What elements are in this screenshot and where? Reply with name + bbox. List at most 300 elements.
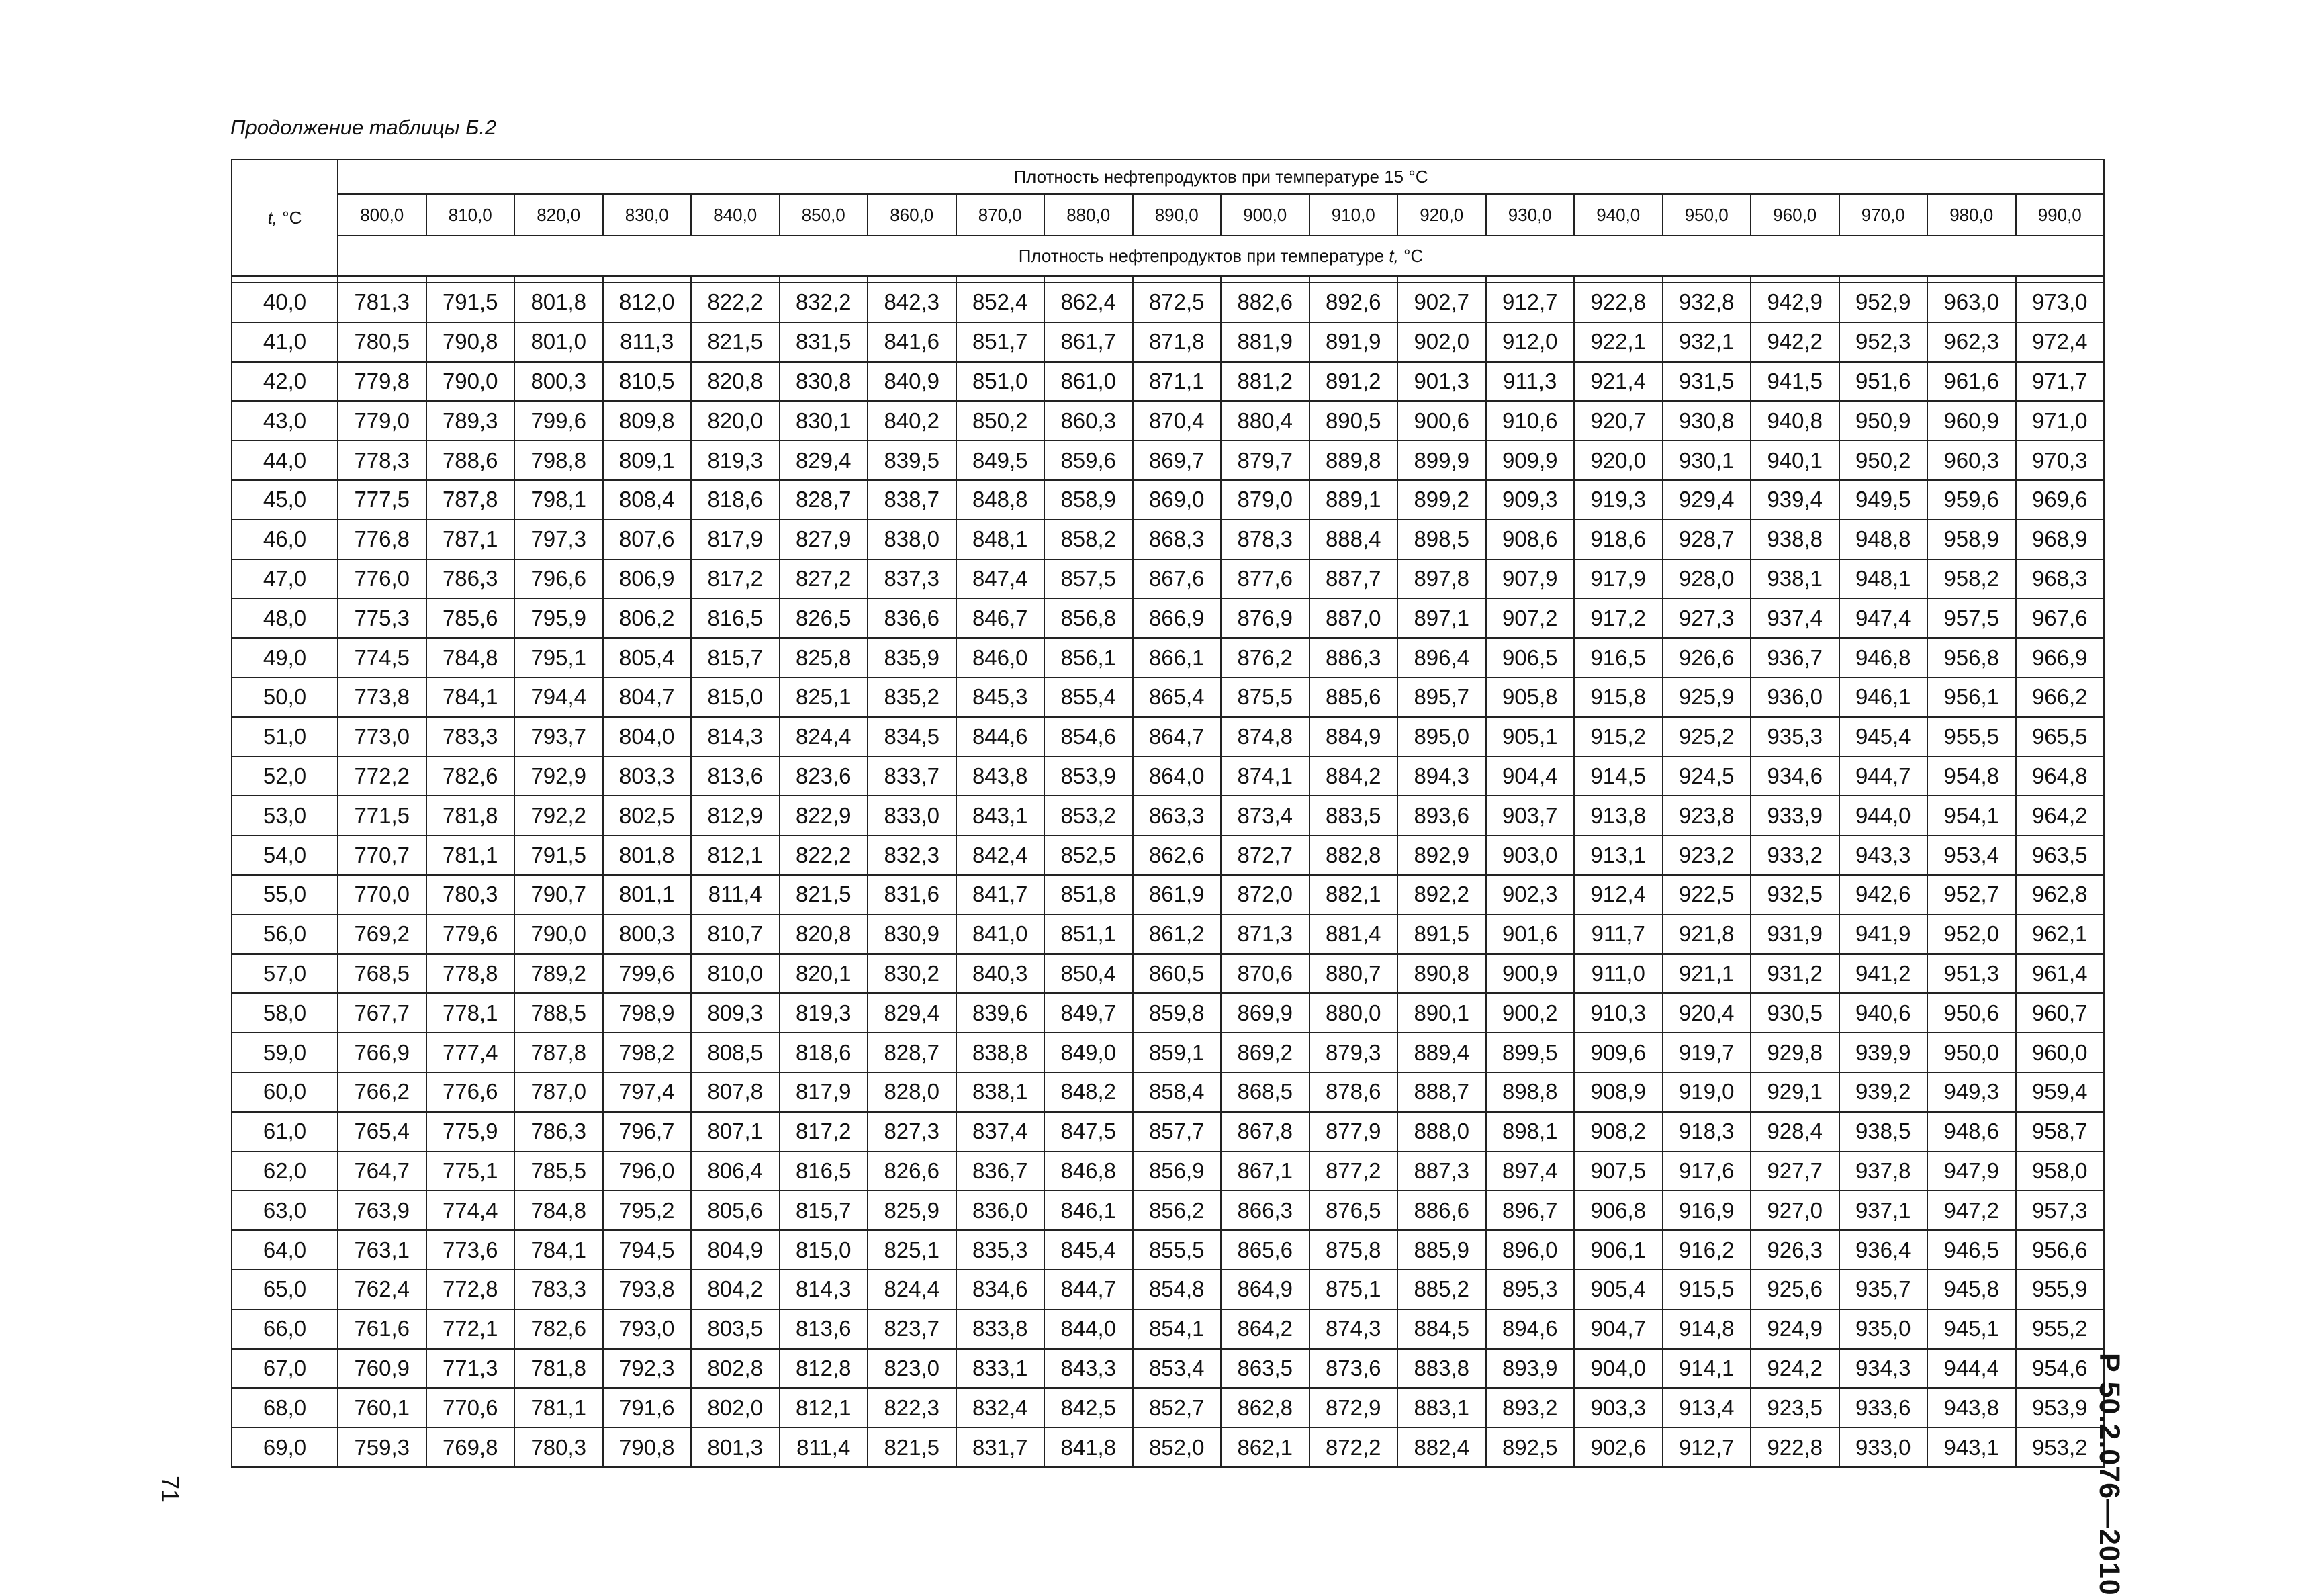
density-cell: 790,8 xyxy=(603,1427,692,1467)
density-cell: 882,6 xyxy=(1221,283,1309,322)
density-cell: 857,5 xyxy=(1044,559,1133,599)
density-cell: 784,1 xyxy=(426,677,515,717)
density-cell: 774,5 xyxy=(338,638,426,677)
density-cell: 945,1 xyxy=(1927,1309,2016,1349)
density-cell: 857,7 xyxy=(1133,1112,1222,1152)
gap-cell xyxy=(603,276,692,283)
density-cell: 868,5 xyxy=(1221,1072,1309,1112)
density-cell: 791,5 xyxy=(426,283,515,322)
density-cell: 929,4 xyxy=(1663,480,1751,520)
density-cell: 825,9 xyxy=(868,1190,956,1230)
density-column-header: 890,0 xyxy=(1133,194,1222,236)
density-cell: 789,3 xyxy=(426,401,515,440)
density-cell: 779,0 xyxy=(338,401,426,440)
density-cell: 812,0 xyxy=(603,283,692,322)
density-cell: 803,5 xyxy=(691,1309,780,1349)
density-cell: 830,8 xyxy=(780,362,868,402)
density-cell: 797,3 xyxy=(514,520,603,559)
density-cell: 858,4 xyxy=(1133,1072,1222,1112)
density-cell: 899,9 xyxy=(1397,440,1486,480)
density-cell: 816,5 xyxy=(780,1152,868,1191)
density-cell: 835,3 xyxy=(956,1230,1045,1270)
density-cell: 809,1 xyxy=(603,440,692,480)
density-cell: 828,7 xyxy=(868,1033,956,1072)
temperature-cell: 44,0 xyxy=(232,440,338,480)
density-cell: 802,8 xyxy=(691,1349,780,1389)
density-cell: 853,4 xyxy=(1133,1349,1222,1389)
table-body xyxy=(232,283,2104,1467)
density-cell: 962,1 xyxy=(2016,914,2105,954)
gap-cell xyxy=(780,276,868,283)
density-column-header: 960,0 xyxy=(1751,194,1839,236)
density-cell: 878,6 xyxy=(1309,1072,1398,1112)
density-cell: 830,2 xyxy=(868,954,956,994)
density-cell: 939,2 xyxy=(1839,1072,1928,1112)
density-cell: 760,1 xyxy=(338,1388,426,1427)
density-column-header: 950,0 xyxy=(1663,194,1751,236)
density-cell: 896,4 xyxy=(1397,638,1486,677)
density-cell: 903,3 xyxy=(1574,1388,1663,1427)
gap-cell xyxy=(1927,276,2016,283)
density-cell: 769,8 xyxy=(426,1427,515,1467)
density-cell: 847,5 xyxy=(1044,1112,1133,1152)
density-cell: 883,1 xyxy=(1397,1388,1486,1427)
table-row xyxy=(232,1270,2104,1309)
density-cell: 787,8 xyxy=(514,1033,603,1072)
density-cell: 940,8 xyxy=(1751,401,1839,440)
density-cell: 948,6 xyxy=(1927,1112,2016,1152)
table-caption: Продолжение таблицы Б.2 xyxy=(230,115,497,139)
density-cell: 781,1 xyxy=(426,835,515,875)
density-cell: 815,7 xyxy=(780,1190,868,1230)
density-cell: 775,9 xyxy=(426,1112,515,1152)
density-cell: 838,7 xyxy=(868,480,956,520)
density-cell: 948,8 xyxy=(1839,520,1928,559)
density-cell: 960,7 xyxy=(2016,993,2105,1033)
density-cell: 851,7 xyxy=(956,322,1045,362)
density-cell: 812,1 xyxy=(780,1388,868,1427)
density-cell: 850,2 xyxy=(956,401,1045,440)
density-cell: 938,5 xyxy=(1839,1112,1928,1152)
density-cell: 905,4 xyxy=(1574,1270,1663,1309)
table-row xyxy=(232,1388,2104,1427)
density-cell: 817,9 xyxy=(691,520,780,559)
density-cell: 798,1 xyxy=(514,480,603,520)
density-cell: 769,2 xyxy=(338,914,426,954)
density-cell: 783,3 xyxy=(514,1270,603,1309)
density-cell: 856,8 xyxy=(1044,598,1133,638)
table-header xyxy=(232,160,2104,283)
density-cell: 929,8 xyxy=(1751,1033,1839,1072)
temperature-cell: 62,0 xyxy=(232,1152,338,1191)
density-t-header-prefix: Плотность нефтепродуктов при температуре xyxy=(1018,245,1389,266)
density-cell: 888,4 xyxy=(1309,520,1398,559)
density-cell: 905,8 xyxy=(1486,677,1575,717)
density-cell: 884,2 xyxy=(1309,757,1398,796)
temperature-cell: 64,0 xyxy=(232,1230,338,1270)
density-cell: 781,3 xyxy=(338,283,426,322)
density-cell: 956,8 xyxy=(1927,638,2016,677)
density-cell: 825,1 xyxy=(868,1230,956,1270)
density-cell: 790,7 xyxy=(514,875,603,914)
density-cell: 789,2 xyxy=(514,954,603,994)
density-cell: 879,7 xyxy=(1221,440,1309,480)
density-cell: 924,5 xyxy=(1663,757,1751,796)
density-cell: 780,3 xyxy=(426,875,515,914)
density-cell: 971,7 xyxy=(2016,362,2105,402)
density-cell: 778,1 xyxy=(426,993,515,1033)
density-cell: 863,3 xyxy=(1133,796,1222,835)
density-cell: 872,7 xyxy=(1221,835,1309,875)
density-cell: 843,1 xyxy=(956,796,1045,835)
table-row xyxy=(232,1033,2104,1072)
density-cell: 951,6 xyxy=(1839,362,1928,402)
density-cell: 853,9 xyxy=(1044,757,1133,796)
density-cell: 815,0 xyxy=(691,677,780,717)
density-cell: 869,9 xyxy=(1221,993,1309,1033)
density-cell: 909,6 xyxy=(1574,1033,1663,1072)
density-cell: 906,8 xyxy=(1574,1190,1663,1230)
density-cell: 892,6 xyxy=(1309,283,1398,322)
gap-cell xyxy=(1663,276,1751,283)
density-cell: 925,6 xyxy=(1751,1270,1839,1309)
density-cell: 919,7 xyxy=(1663,1033,1751,1072)
density-column-header: 830,0 xyxy=(603,194,692,236)
density-cell: 907,5 xyxy=(1574,1152,1663,1191)
density-cell: 826,6 xyxy=(868,1152,956,1191)
density-cell: 899,5 xyxy=(1486,1033,1575,1072)
density-cell: 948,1 xyxy=(1839,559,1928,599)
density-cell: 794,4 xyxy=(514,677,603,717)
temperature-cell: 57,0 xyxy=(232,954,338,994)
density-cell: 918,6 xyxy=(1574,520,1663,559)
density-cell: 925,9 xyxy=(1663,677,1751,717)
density-cell: 796,0 xyxy=(603,1152,692,1191)
density-cell: 792,2 xyxy=(514,796,603,835)
temperature-cell: 51,0 xyxy=(232,717,338,757)
density-cell: 967,6 xyxy=(2016,598,2105,638)
density-cell: 930,5 xyxy=(1751,993,1839,1033)
density-cell: 922,5 xyxy=(1663,875,1751,914)
gap-cell xyxy=(1839,276,1928,283)
document-code: Р 50.2.076—2010 xyxy=(2093,1353,2125,1596)
density-cell: 941,9 xyxy=(1839,914,1928,954)
density-cell: 961,4 xyxy=(2016,954,2105,994)
density-cell: 928,4 xyxy=(1751,1112,1839,1152)
density-cell: 839,6 xyxy=(956,993,1045,1033)
density-cell: 889,8 xyxy=(1309,440,1398,480)
density-cell: 849,0 xyxy=(1044,1033,1133,1072)
density-cell: 969,6 xyxy=(2016,480,2105,520)
density-cell: 867,8 xyxy=(1221,1112,1309,1152)
density-cell: 897,1 xyxy=(1397,598,1486,638)
density-cell: 898,5 xyxy=(1397,520,1486,559)
density-cell: 902,7 xyxy=(1397,283,1486,322)
density-cell: 855,5 xyxy=(1133,1230,1222,1270)
density-cell: 852,7 xyxy=(1133,1388,1222,1427)
density-cell: 907,9 xyxy=(1486,559,1575,599)
gap-cell xyxy=(1397,276,1486,283)
density-cell: 773,0 xyxy=(338,717,426,757)
density-cell: 963,5 xyxy=(2016,835,2105,875)
density-cell: 965,5 xyxy=(2016,717,2105,757)
density-cell: 870,6 xyxy=(1221,954,1309,994)
density-cell: 940,1 xyxy=(1751,440,1839,480)
density-cell: 854,8 xyxy=(1133,1270,1222,1309)
density-cell: 879,3 xyxy=(1309,1033,1398,1072)
density-cell: 807,8 xyxy=(691,1072,780,1112)
density-cell: 830,1 xyxy=(780,401,868,440)
density-cell: 782,6 xyxy=(514,1309,603,1349)
density-cell: 892,2 xyxy=(1397,875,1486,914)
density-cell: 904,4 xyxy=(1486,757,1575,796)
density-cell: 779,6 xyxy=(426,914,515,954)
density-cell: 933,0 xyxy=(1839,1427,1928,1467)
density-cell: 882,1 xyxy=(1309,875,1398,914)
density-cell: 908,6 xyxy=(1486,520,1575,559)
density-cell: 876,5 xyxy=(1309,1190,1398,1230)
table-row xyxy=(232,1152,2104,1191)
density-cell: 854,1 xyxy=(1133,1309,1222,1349)
density-cell: 866,3 xyxy=(1221,1190,1309,1230)
density-cell: 818,6 xyxy=(691,480,780,520)
density-cell: 943,3 xyxy=(1839,835,1928,875)
density-cell: 780,3 xyxy=(514,1427,603,1467)
density-cell: 957,5 xyxy=(1927,598,2016,638)
density-cell: 914,1 xyxy=(1663,1349,1751,1389)
density-cell: 904,0 xyxy=(1574,1349,1663,1389)
density-cell: 901,3 xyxy=(1397,362,1486,402)
density-cell: 920,7 xyxy=(1574,401,1663,440)
density-cell: 831,5 xyxy=(780,322,868,362)
density-cell: 852,5 xyxy=(1044,835,1133,875)
density-cell: 844,7 xyxy=(1044,1270,1133,1309)
density-cell: 815,7 xyxy=(691,638,780,677)
density-cell: 963,0 xyxy=(1927,283,2016,322)
density-cell: 960,9 xyxy=(1927,401,2016,440)
density-column-header: 850,0 xyxy=(780,194,868,236)
density-cell: 862,8 xyxy=(1221,1388,1309,1427)
table-row xyxy=(232,1427,2104,1467)
density-column-header: 980,0 xyxy=(1927,194,2016,236)
density-cell: 785,6 xyxy=(426,598,515,638)
density-cell: 932,1 xyxy=(1663,322,1751,362)
density-cell: 927,7 xyxy=(1751,1152,1839,1191)
density-cell: 830,9 xyxy=(868,914,956,954)
density-cell: 921,8 xyxy=(1663,914,1751,954)
density-cell: 787,8 xyxy=(426,480,515,520)
density-cell: 922,8 xyxy=(1574,283,1663,322)
density-cell: 812,1 xyxy=(691,835,780,875)
density-cell: 834,5 xyxy=(868,717,956,757)
density-cell: 949,3 xyxy=(1927,1072,2016,1112)
density-cell: 898,8 xyxy=(1486,1072,1575,1112)
table-row xyxy=(232,835,2104,875)
density-cell: 893,2 xyxy=(1486,1388,1575,1427)
density-cell: 923,2 xyxy=(1663,835,1751,875)
density-cell: 958,9 xyxy=(1927,520,2016,559)
density-cell: 771,5 xyxy=(338,796,426,835)
temperature-cell: 58,0 xyxy=(232,993,338,1033)
density-cell: 832,4 xyxy=(956,1388,1045,1427)
density-column-header: 910,0 xyxy=(1309,194,1398,236)
density-cell: 894,6 xyxy=(1486,1309,1575,1349)
density-cell: 918,3 xyxy=(1663,1112,1751,1152)
density-cell: 935,0 xyxy=(1839,1309,1928,1349)
density-cell: 895,3 xyxy=(1486,1270,1575,1309)
table-row xyxy=(232,638,2104,677)
density-cell: 962,3 xyxy=(1927,322,2016,362)
density-cell: 911,3 xyxy=(1486,362,1575,402)
density-cell: 872,0 xyxy=(1221,875,1309,914)
density-cell: 951,3 xyxy=(1927,954,2016,994)
density-cell: 806,4 xyxy=(691,1152,780,1191)
density-cell: 867,6 xyxy=(1133,559,1222,599)
density-cell: 917,9 xyxy=(1574,559,1663,599)
temperature-cell: 49,0 xyxy=(232,638,338,677)
density-cell: 790,8 xyxy=(426,322,515,362)
density-cell: 851,0 xyxy=(956,362,1045,402)
density-cell: 876,2 xyxy=(1221,638,1309,677)
density-cell: 944,0 xyxy=(1839,796,1928,835)
temperature-cell: 40,0 xyxy=(232,283,338,322)
density-cell: 799,6 xyxy=(603,954,692,994)
density-cell: 780,5 xyxy=(338,322,426,362)
density-cell: 845,4 xyxy=(1044,1230,1133,1270)
density-cell: 913,1 xyxy=(1574,835,1663,875)
density-cell: 820,8 xyxy=(691,362,780,402)
density-cell: 861,0 xyxy=(1044,362,1133,402)
density-cell: 776,8 xyxy=(338,520,426,559)
density-cell: 922,1 xyxy=(1574,322,1663,362)
density-cell: 773,6 xyxy=(426,1230,515,1270)
density-cell: 952,3 xyxy=(1839,322,1928,362)
density-cell: 913,4 xyxy=(1663,1388,1751,1427)
density-cell: 929,1 xyxy=(1751,1072,1839,1112)
density-cell: 831,7 xyxy=(956,1427,1045,1467)
density-cell: 873,4 xyxy=(1221,796,1309,835)
density-cell: 887,7 xyxy=(1309,559,1398,599)
density-cell: 836,0 xyxy=(956,1190,1045,1230)
density-cell: 799,6 xyxy=(514,401,603,440)
density-cell: 856,9 xyxy=(1133,1152,1222,1191)
table-row xyxy=(232,440,2104,480)
temperature-cell: 69,0 xyxy=(232,1427,338,1467)
density-cell: 932,8 xyxy=(1663,283,1751,322)
density-cell: 928,0 xyxy=(1663,559,1751,599)
density-cell: 807,6 xyxy=(603,520,692,559)
density-cell: 885,2 xyxy=(1397,1270,1486,1309)
density-cell: 883,5 xyxy=(1309,796,1398,835)
density-cell: 966,9 xyxy=(2016,638,2105,677)
density-cell: 790,0 xyxy=(426,362,515,402)
density-cell: 804,7 xyxy=(603,677,692,717)
gap-cell xyxy=(338,276,426,283)
density-column-header: 800,0 xyxy=(338,194,426,236)
density-cell: 856,1 xyxy=(1044,638,1133,677)
density-cell: 926,3 xyxy=(1751,1230,1839,1270)
table-row xyxy=(232,322,2104,362)
density-cell: 908,9 xyxy=(1574,1072,1663,1112)
gap-cell xyxy=(868,276,956,283)
density-cell: 961,6 xyxy=(1927,362,2016,402)
density-cell: 889,4 xyxy=(1397,1033,1486,1072)
density-cell: 760,9 xyxy=(338,1349,426,1389)
density-cell: 777,5 xyxy=(338,480,426,520)
density-column-header: 900,0 xyxy=(1221,194,1309,236)
density-column-header: 870,0 xyxy=(956,194,1045,236)
density-cell: 823,0 xyxy=(868,1349,956,1389)
density-cell: 822,3 xyxy=(868,1388,956,1427)
density-cell: 803,3 xyxy=(603,757,692,796)
density-cell: 810,5 xyxy=(603,362,692,402)
table-row xyxy=(232,796,2104,835)
density-cell: 773,8 xyxy=(338,677,426,717)
density-cell: 802,5 xyxy=(603,796,692,835)
density-cell: 842,5 xyxy=(1044,1388,1133,1427)
density-cell: 968,3 xyxy=(2016,559,2105,599)
table-row xyxy=(232,480,2104,520)
temperature-cell: 52,0 xyxy=(232,757,338,796)
temperature-cell: 42,0 xyxy=(232,362,338,402)
density-cell: 936,7 xyxy=(1751,638,1839,677)
density-cell: 813,6 xyxy=(780,1309,868,1349)
density-cell: 893,6 xyxy=(1397,796,1486,835)
table-row xyxy=(232,993,2104,1033)
density-cell: 808,5 xyxy=(691,1033,780,1072)
density-cell: 795,1 xyxy=(514,638,603,677)
density-cell: 836,6 xyxy=(868,598,956,638)
density-cell: 821,5 xyxy=(780,875,868,914)
density-cell: 826,5 xyxy=(780,598,868,638)
density-cell: 971,0 xyxy=(2016,401,2105,440)
density-cell: 853,2 xyxy=(1044,796,1133,835)
density-cell: 913,8 xyxy=(1574,796,1663,835)
density-cell: 772,2 xyxy=(338,757,426,796)
density-cell: 902,6 xyxy=(1574,1427,1663,1467)
density-cell: 829,4 xyxy=(868,993,956,1033)
density-cell: 910,3 xyxy=(1574,993,1663,1033)
density-cell: 827,9 xyxy=(780,520,868,559)
density-cell: 864,0 xyxy=(1133,757,1222,796)
density-cell: 794,5 xyxy=(603,1230,692,1270)
density-cell: 862,1 xyxy=(1221,1427,1309,1467)
density-cell: 804,0 xyxy=(603,717,692,757)
density-column-header: 820,0 xyxy=(514,194,603,236)
density-cell: 852,0 xyxy=(1133,1427,1222,1467)
density-cell: 943,1 xyxy=(1927,1427,2016,1467)
density-cell: 802,0 xyxy=(691,1388,780,1427)
density-cell: 875,5 xyxy=(1221,677,1309,717)
density-cell: 801,8 xyxy=(514,283,603,322)
density-cell: 891,9 xyxy=(1309,322,1398,362)
density-cell: 827,2 xyxy=(780,559,868,599)
density-cell: 897,8 xyxy=(1397,559,1486,599)
density-cell: 822,9 xyxy=(780,796,868,835)
density-cell: 912,0 xyxy=(1486,322,1575,362)
density-cell: 912,4 xyxy=(1574,875,1663,914)
density-cell: 899,2 xyxy=(1397,480,1486,520)
density-cell: 860,3 xyxy=(1044,401,1133,440)
density-cell: 838,0 xyxy=(868,520,956,559)
density-cell: 932,5 xyxy=(1751,875,1839,914)
density-cell: 871,1 xyxy=(1133,362,1222,402)
density-cell: 931,5 xyxy=(1663,362,1751,402)
density-cell: 770,7 xyxy=(338,835,426,875)
density-cell: 861,7 xyxy=(1044,322,1133,362)
density-cell: 909,9 xyxy=(1486,440,1575,480)
density-cell: 936,0 xyxy=(1751,677,1839,717)
